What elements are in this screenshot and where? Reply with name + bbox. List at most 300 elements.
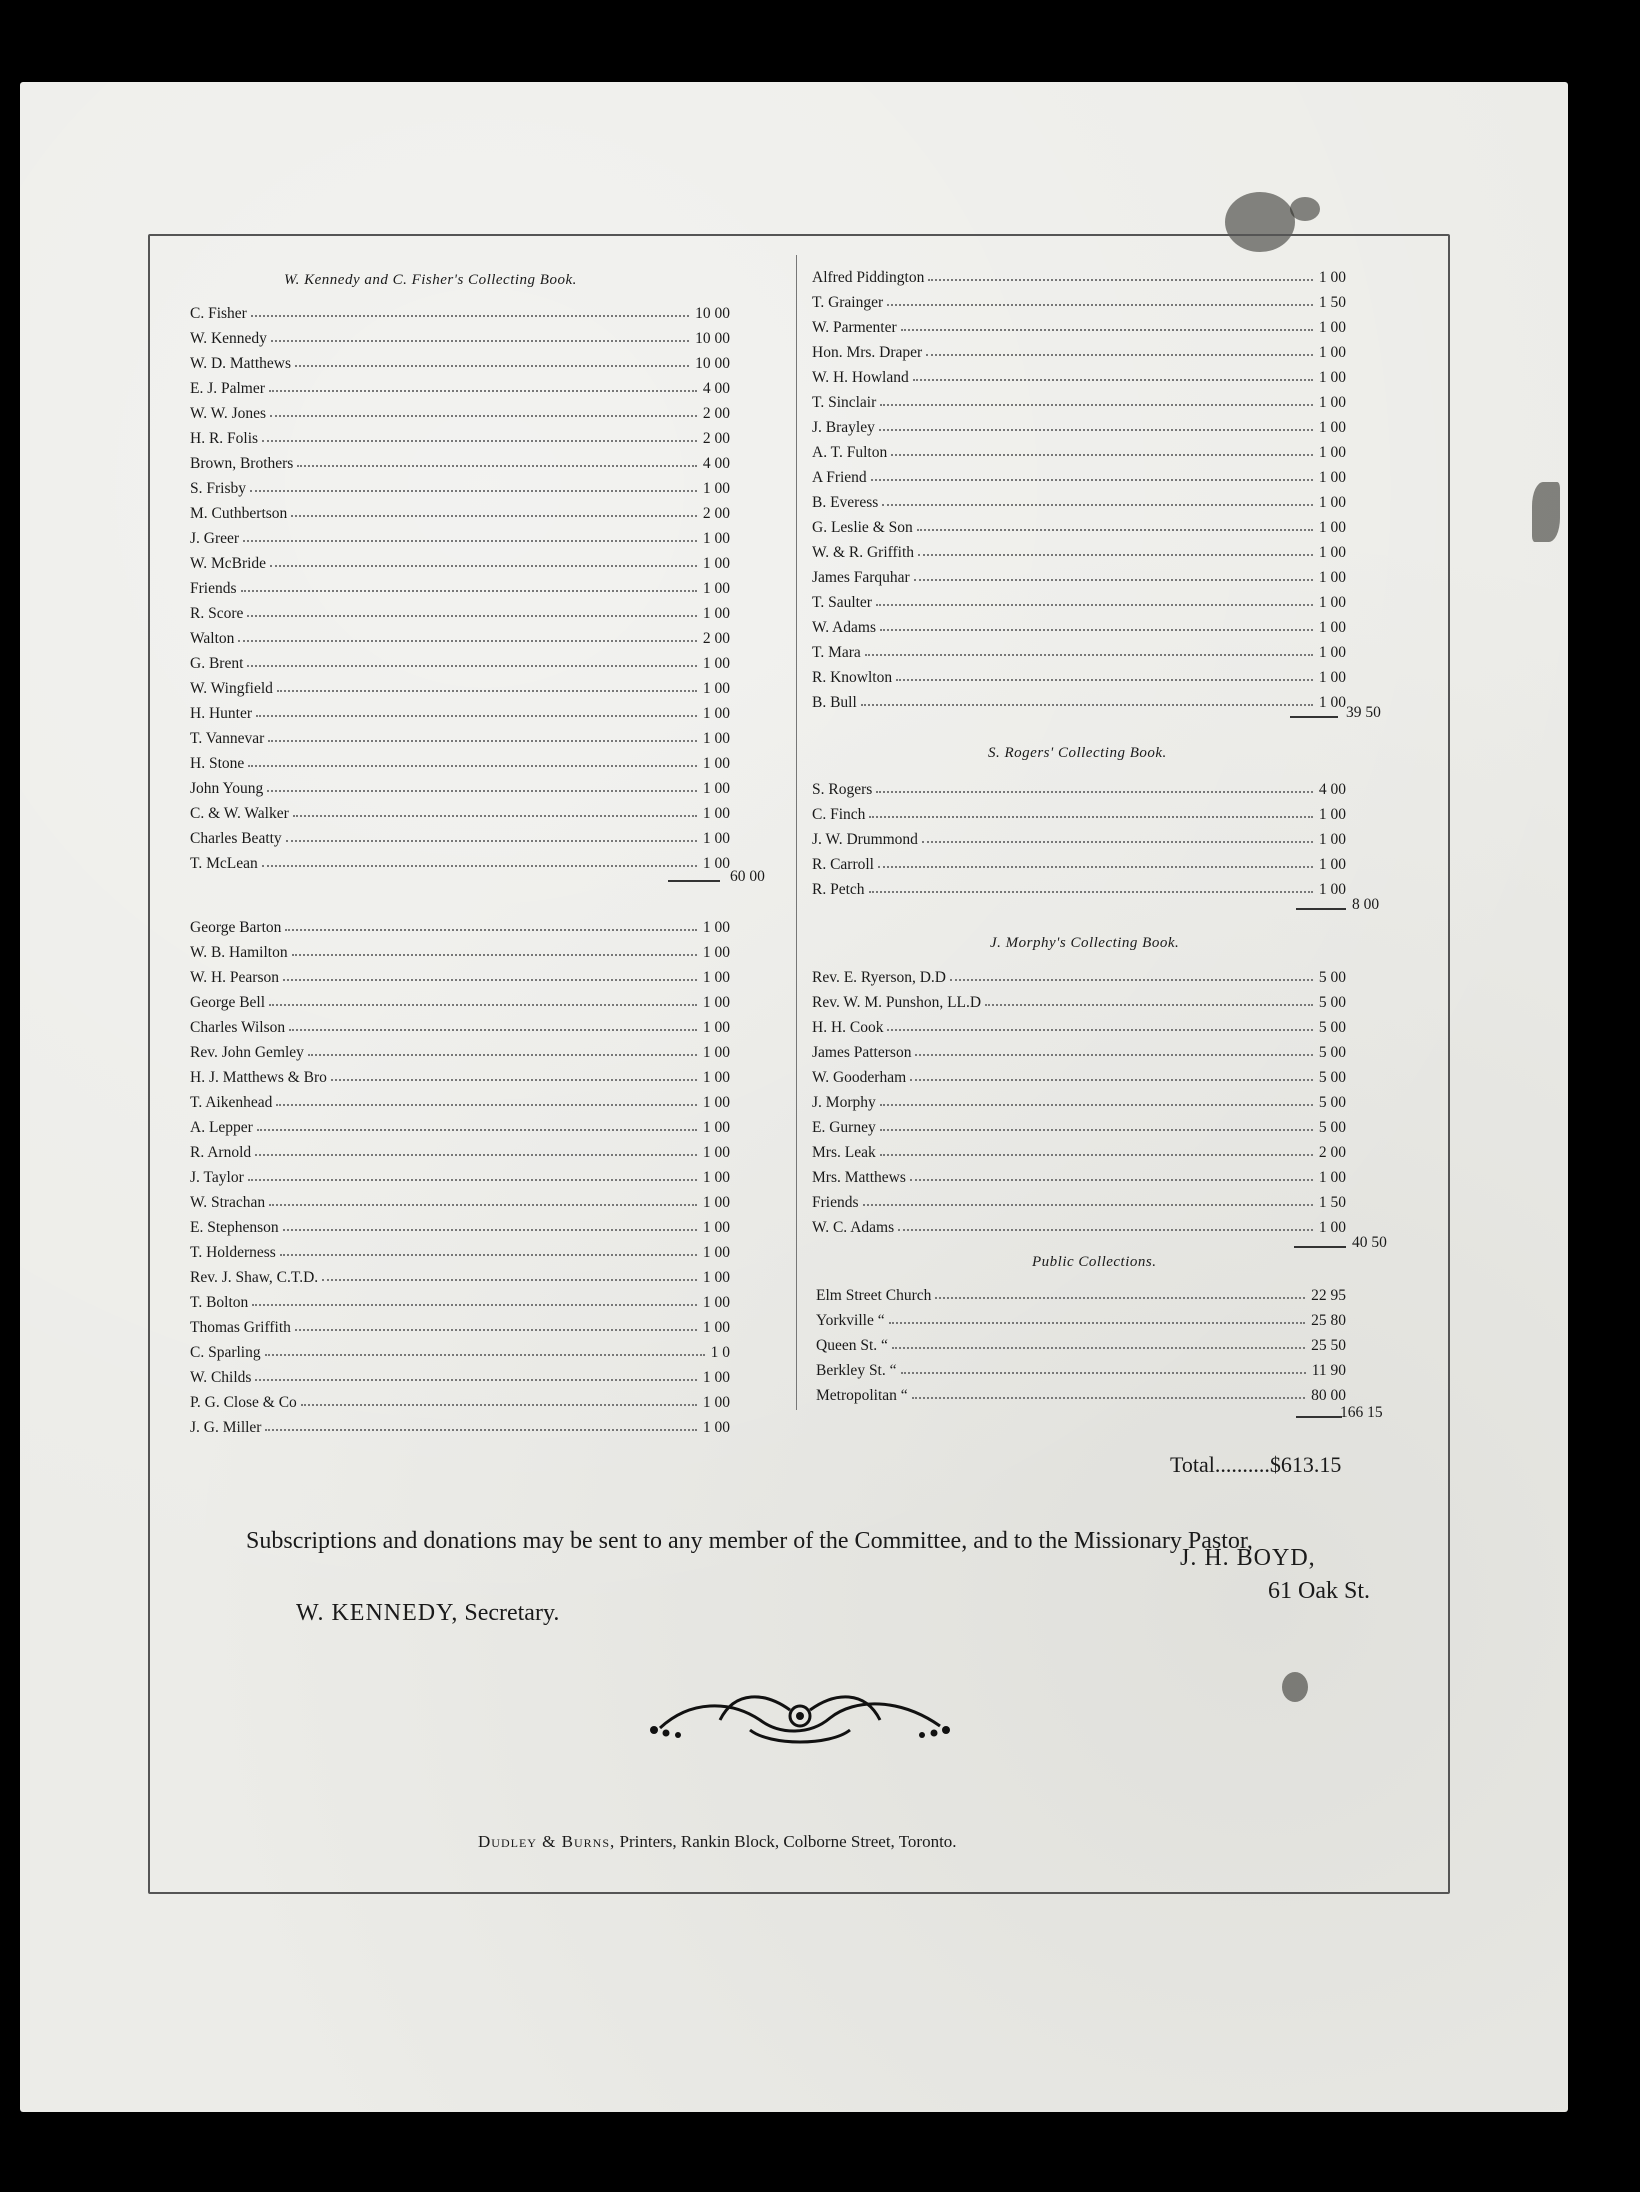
contributor-name: C. Fisher bbox=[190, 305, 247, 322]
subtotal-rule bbox=[668, 880, 720, 882]
contributor-row bbox=[812, 512, 1346, 537]
dot-leader bbox=[292, 953, 697, 956]
public-collections-title: Public Collections. bbox=[1032, 1254, 1157, 1270]
dot-leader bbox=[882, 503, 1313, 506]
dot-leader bbox=[257, 1128, 697, 1131]
contributor-name: W. C. Adams bbox=[812, 1219, 895, 1236]
contributor-row bbox=[812, 362, 1346, 387]
contribution-amount: 1 00 bbox=[702, 480, 730, 497]
contributor-name: W. Strachan bbox=[190, 1194, 266, 1211]
contribution-amount: 1 50 bbox=[1318, 1194, 1346, 1211]
dot-leader bbox=[265, 1353, 705, 1356]
contributor-name: C. & W. Walker bbox=[190, 805, 289, 822]
contributor-row bbox=[190, 673, 730, 698]
contribution-amount: 1 00 bbox=[702, 605, 730, 622]
dot-leader bbox=[880, 403, 1313, 406]
dot-leader bbox=[283, 978, 697, 981]
contributor-name: Yorkville “ bbox=[816, 1312, 885, 1329]
dot-leader bbox=[912, 1396, 1305, 1399]
dot-leader bbox=[918, 553, 1313, 556]
contributor-row bbox=[812, 562, 1346, 587]
contributor-name: Berkley St. “ bbox=[816, 1362, 897, 1379]
dot-leader bbox=[880, 628, 1313, 631]
contribution-amount: 1 00 bbox=[1318, 519, 1346, 536]
contribution-amount: 1 00 bbox=[702, 969, 730, 986]
dot-leader bbox=[914, 578, 1313, 581]
dot-leader bbox=[887, 303, 1313, 306]
dot-leader bbox=[247, 614, 696, 617]
dot-leader bbox=[297, 464, 697, 467]
contributor-name: H. H. Cook bbox=[812, 1019, 884, 1036]
contributor-name: G. Leslie & Son bbox=[812, 519, 913, 536]
contributor-row bbox=[190, 1362, 730, 1387]
contributor-row bbox=[190, 423, 730, 448]
contribution-amount: 1 0 bbox=[710, 1344, 730, 1361]
contribution-amount: 1 00 bbox=[702, 805, 730, 822]
column-divider bbox=[796, 255, 797, 1410]
subscription-note: Subscriptions and donations may be sent to any member of the Committee, and to the Missionary Pastor, bbox=[246, 1528, 1253, 1554]
subtotal-rule bbox=[1296, 908, 1346, 910]
contributor-name: E. Gurney bbox=[812, 1119, 876, 1136]
dot-leader bbox=[276, 1103, 697, 1106]
contribution-amount: 1 00 bbox=[702, 994, 730, 1011]
contributor-row bbox=[816, 1355, 1346, 1380]
contributor-name: W. Wingfield bbox=[190, 680, 273, 697]
dot-leader bbox=[255, 1153, 697, 1156]
dot-leader bbox=[286, 839, 697, 842]
dot-leader bbox=[280, 1253, 697, 1256]
contributor-row bbox=[812, 587, 1346, 612]
contributor-row bbox=[190, 748, 730, 773]
pastor-name: J. H. BOYD, bbox=[1180, 1545, 1316, 1571]
contributor-name: T. Holderness bbox=[190, 1244, 276, 1261]
dot-leader bbox=[262, 439, 697, 442]
contributor-row bbox=[812, 1087, 1346, 1112]
contributor-row bbox=[190, 1037, 730, 1062]
contributor-row bbox=[190, 1287, 730, 1312]
contributor-name: Brown, Brothers bbox=[190, 455, 294, 472]
contribution-amount: 1 00 bbox=[1318, 544, 1346, 561]
contribution-amount: 1 00 bbox=[702, 1169, 730, 1186]
printer-names: Dudley & Burns, bbox=[478, 1832, 616, 1851]
contributor-name: Friends bbox=[190, 580, 237, 597]
contributor-name: R. Score bbox=[190, 605, 244, 622]
contributor-row bbox=[190, 373, 730, 398]
contributor-name: A. Lepper bbox=[190, 1119, 253, 1136]
contributor-row bbox=[816, 1305, 1346, 1330]
contribution-amount: 1 00 bbox=[702, 730, 730, 747]
contributor-name: George Barton bbox=[190, 919, 282, 936]
contribution-amount: 1 00 bbox=[702, 655, 730, 672]
dot-leader bbox=[880, 1153, 1313, 1156]
contribution-amount: 22 95 bbox=[1311, 1287, 1346, 1304]
dot-leader bbox=[241, 589, 697, 592]
contribution-amount: 10 00 bbox=[695, 305, 730, 322]
subtotal-rule bbox=[1294, 1246, 1346, 1248]
contributor-row bbox=[190, 1062, 730, 1087]
contribution-amount: 1 00 bbox=[702, 1094, 730, 1111]
contributor-row bbox=[190, 698, 730, 723]
contribution-amount: 5 00 bbox=[1318, 1094, 1346, 1111]
contributor-name: B. Everess bbox=[812, 494, 879, 511]
contributor-name: R. Carroll bbox=[812, 856, 874, 873]
dot-leader bbox=[901, 328, 1313, 331]
contributor-name: Mrs. Matthews bbox=[812, 1169, 906, 1186]
total-leader: .......... bbox=[1214, 1452, 1270, 1477]
contributor-row bbox=[190, 937, 730, 962]
contributor-row bbox=[190, 1312, 730, 1337]
contributor-name: E. Stephenson bbox=[190, 1219, 279, 1236]
contribution-amount: 5 00 bbox=[1318, 994, 1346, 1011]
contributor-name: J. G. Miller bbox=[190, 1419, 262, 1436]
dot-leader bbox=[301, 1403, 697, 1406]
dot-leader bbox=[252, 1303, 697, 1306]
contributor-name: P. G. Close & Co bbox=[190, 1394, 297, 1411]
contributor-row bbox=[812, 537, 1346, 562]
contributor-row bbox=[190, 398, 730, 423]
contributor-row bbox=[812, 1137, 1346, 1162]
total-label: Total bbox=[1170, 1452, 1215, 1477]
contribution-amount: 10 00 bbox=[695, 330, 730, 347]
rogers-subtotal: 8 00 bbox=[1352, 896, 1380, 913]
contributor-row bbox=[812, 687, 1346, 712]
dot-leader bbox=[250, 489, 697, 492]
ink-stain bbox=[1290, 197, 1320, 221]
dot-leader bbox=[308, 1053, 697, 1056]
contribution-amount: 10 00 bbox=[695, 355, 730, 372]
contribution-amount: 1 00 bbox=[702, 1144, 730, 1161]
contributor-name: T. Aikenhead bbox=[190, 1094, 273, 1111]
contribution-amount: 5 00 bbox=[1318, 1019, 1346, 1036]
contributor-name: W. McBride bbox=[190, 555, 267, 572]
contributor-row bbox=[812, 1212, 1346, 1237]
contribution-amount: 1 00 bbox=[702, 1244, 730, 1261]
contribution-amount: 5 00 bbox=[1318, 1069, 1346, 1086]
dot-leader bbox=[262, 864, 697, 867]
contributor-row bbox=[190, 548, 730, 573]
contributor-row bbox=[812, 612, 1346, 637]
subtotal-rule bbox=[1290, 716, 1338, 718]
contributor-row bbox=[812, 987, 1346, 1012]
contributor-row bbox=[190, 823, 730, 848]
dot-leader bbox=[331, 1078, 697, 1081]
contribution-amount: 1 00 bbox=[702, 530, 730, 547]
contribution-amount: 1 00 bbox=[1318, 669, 1346, 686]
contribution-amount: 1 00 bbox=[1318, 269, 1346, 286]
contribution-amount: 1 00 bbox=[1318, 619, 1346, 636]
contributor-name: T. McLean bbox=[190, 855, 258, 872]
dot-leader bbox=[910, 1078, 1313, 1081]
dot-leader bbox=[901, 1371, 1306, 1374]
contribution-amount: 1 00 bbox=[1318, 806, 1346, 823]
contributor-row bbox=[812, 1112, 1346, 1137]
contributor-row bbox=[190, 523, 730, 548]
morphy-title: J. Morphy's Collecting Book. bbox=[990, 935, 1180, 951]
contribution-amount: 1 00 bbox=[702, 780, 730, 797]
contributor-name: T. Sinclair bbox=[812, 394, 877, 411]
dot-leader bbox=[248, 1178, 697, 1181]
contributor-name: E. J. Palmer bbox=[190, 380, 265, 397]
dot-leader bbox=[268, 739, 697, 742]
dot-leader bbox=[861, 703, 1313, 706]
pastor-address: 61 Oak St. bbox=[1268, 1578, 1370, 1604]
dot-leader bbox=[270, 414, 697, 417]
kennedy-fisher-list bbox=[190, 298, 730, 873]
dot-leader bbox=[869, 890, 1313, 893]
contributor-row bbox=[190, 1137, 730, 1162]
contributor-name: H. Stone bbox=[190, 755, 245, 772]
dot-leader bbox=[889, 1321, 1306, 1324]
contribution-amount: 1 00 bbox=[1318, 444, 1346, 461]
dot-leader bbox=[289, 1028, 697, 1031]
contributor-name: Alfred Piddington bbox=[812, 269, 925, 286]
contributor-row bbox=[812, 637, 1346, 662]
morphy-list bbox=[812, 962, 1346, 1237]
contributor-name: Charles Wilson bbox=[190, 1019, 286, 1036]
contributor-row bbox=[190, 1162, 730, 1187]
contributor-row bbox=[190, 573, 730, 598]
contributor-row bbox=[190, 1237, 730, 1262]
contributor-name: T. Grainger bbox=[812, 294, 884, 311]
contribution-amount: 1 00 bbox=[702, 755, 730, 772]
contributor-row bbox=[190, 912, 730, 937]
contributor-name: G. Brent bbox=[190, 655, 244, 672]
dot-leader bbox=[269, 1003, 697, 1006]
contributor-name: C. Sparling bbox=[190, 1344, 261, 1361]
contribution-amount: 1 00 bbox=[702, 1044, 730, 1061]
dot-leader bbox=[255, 1378, 696, 1381]
morphy-subtotal: 40 50 bbox=[1352, 1234, 1387, 1251]
contributor-row bbox=[190, 498, 730, 523]
contributor-row bbox=[190, 1212, 730, 1237]
contribution-amount: 1 00 bbox=[1318, 394, 1346, 411]
dot-leader bbox=[238, 639, 696, 642]
contributor-name: Rev. J. Shaw, C.T.D. bbox=[190, 1269, 319, 1286]
contributor-row bbox=[812, 1062, 1346, 1087]
contributor-name: W. H. Pearson bbox=[190, 969, 279, 986]
contributor-row bbox=[812, 487, 1346, 512]
dot-leader bbox=[950, 978, 1313, 981]
contributor-name: W. Childs bbox=[190, 1369, 252, 1386]
contributor-row bbox=[812, 262, 1346, 287]
dot-leader bbox=[896, 678, 1313, 681]
dot-leader bbox=[271, 339, 689, 342]
contributor-name: George Bell bbox=[190, 994, 266, 1011]
contribution-amount: 1 00 bbox=[1318, 344, 1346, 361]
kennedy-fisher-subtotal: 60 00 bbox=[730, 868, 765, 885]
contribution-amount: 1 00 bbox=[702, 705, 730, 722]
contribution-amount: 1 00 bbox=[702, 1019, 730, 1036]
contributor-row bbox=[812, 1162, 1346, 1187]
contribution-amount: 1 00 bbox=[702, 680, 730, 697]
contributor-name: W. D. Matthews bbox=[190, 355, 292, 372]
contributor-row bbox=[190, 1112, 730, 1137]
ink-stain bbox=[1532, 482, 1560, 542]
contributor-row bbox=[812, 1012, 1346, 1037]
dot-leader bbox=[283, 1228, 697, 1231]
contributor-row bbox=[190, 848, 730, 873]
contribution-amount: 25 50 bbox=[1311, 1337, 1346, 1354]
contributor-row bbox=[190, 1387, 730, 1412]
contributor-row bbox=[812, 1187, 1346, 1212]
contributor-row bbox=[190, 348, 730, 373]
contributor-name: T. Mara bbox=[812, 644, 861, 661]
contributor-row bbox=[190, 1187, 730, 1212]
printer-details: Printers, Rankin Block, Colborne Street, Toronto. bbox=[619, 1832, 957, 1851]
contribution-amount: 1 00 bbox=[1318, 369, 1346, 386]
contributor-row bbox=[190, 473, 730, 498]
contributor-row bbox=[190, 773, 730, 798]
contributor-name: Walton bbox=[190, 630, 235, 647]
dot-leader bbox=[277, 689, 697, 692]
contributor-row bbox=[190, 962, 730, 987]
dot-leader bbox=[915, 1053, 1312, 1056]
contribution-amount: 25 80 bbox=[1311, 1312, 1346, 1329]
dot-leader bbox=[898, 1228, 1313, 1231]
contributor-name: Metropolitan “ bbox=[816, 1387, 908, 1404]
contribution-amount: 1 00 bbox=[702, 1219, 730, 1236]
contributor-row bbox=[190, 623, 730, 648]
dot-leader bbox=[876, 603, 1313, 606]
contributor-row bbox=[812, 387, 1346, 412]
dot-leader bbox=[879, 428, 1313, 431]
contributor-row bbox=[190, 598, 730, 623]
contributor-name: James Patterson bbox=[812, 1044, 912, 1061]
dot-leader bbox=[922, 840, 1313, 843]
contribution-amount: 1 00 bbox=[1318, 856, 1346, 873]
dot-leader bbox=[295, 1328, 697, 1331]
contributor-row bbox=[190, 987, 730, 1012]
dot-leader bbox=[256, 714, 697, 717]
continued-subtotal: 39 50 bbox=[1346, 704, 1381, 721]
contributor-name: J. Brayley bbox=[812, 419, 875, 436]
dot-leader bbox=[913, 378, 1313, 381]
contribution-amount: 4 00 bbox=[702, 455, 730, 472]
contribution-amount: 1 00 bbox=[1318, 319, 1346, 336]
contribution-amount: 4 00 bbox=[1318, 781, 1346, 798]
contributor-row bbox=[812, 824, 1346, 849]
contributor-row bbox=[812, 1037, 1346, 1062]
contributor-name: Elm Street Church bbox=[816, 1287, 932, 1304]
contributor-name: Mrs. Leak bbox=[812, 1144, 876, 1161]
contributor-name: C. Finch bbox=[812, 806, 866, 823]
contributor-row bbox=[812, 662, 1346, 687]
contribution-amount: 2 00 bbox=[702, 630, 730, 647]
public-subtotal: 166 15 bbox=[1340, 1404, 1383, 1421]
contributor-row bbox=[190, 798, 730, 823]
contributor-name: J. Taylor bbox=[190, 1169, 244, 1186]
dot-leader bbox=[891, 453, 1313, 456]
contributor-row bbox=[812, 337, 1346, 362]
contribution-amount: 1 00 bbox=[702, 1369, 730, 1386]
dot-leader bbox=[251, 314, 689, 317]
contributor-name: Queen St. “ bbox=[816, 1337, 888, 1354]
dot-leader bbox=[291, 514, 697, 517]
contributor-name: H. Hunter bbox=[190, 705, 252, 722]
contributor-row bbox=[812, 287, 1346, 312]
contributor-row bbox=[816, 1380, 1346, 1405]
contributor-row bbox=[812, 412, 1346, 437]
dot-leader bbox=[285, 928, 696, 931]
contributor-row bbox=[190, 1262, 730, 1287]
contributor-name: H. J. Matthews & Bro bbox=[190, 1069, 327, 1086]
contributor-name: J. Morphy bbox=[812, 1094, 876, 1111]
contributor-name: J. Greer bbox=[190, 530, 240, 547]
contributor-row bbox=[812, 462, 1346, 487]
contribution-amount: 1 00 bbox=[1318, 694, 1346, 711]
printer-imprint bbox=[478, 1832, 957, 1852]
contribution-amount: 1 00 bbox=[1318, 881, 1346, 898]
contribution-amount: 1 00 bbox=[702, 1119, 730, 1136]
contributor-name: T. Saulter bbox=[812, 594, 872, 611]
contribution-amount: 1 00 bbox=[702, 555, 730, 572]
contribution-amount: 5 00 bbox=[1318, 969, 1346, 986]
contributor-row bbox=[190, 1337, 730, 1362]
contribution-amount: 1 00 bbox=[702, 1069, 730, 1086]
contribution-amount: 1 00 bbox=[702, 855, 730, 872]
dot-leader bbox=[322, 1278, 697, 1281]
dot-leader bbox=[880, 1103, 1313, 1106]
dot-leader bbox=[926, 353, 1313, 356]
contributor-name: S. Frisby bbox=[190, 480, 246, 497]
contribution-amount: 1 00 bbox=[702, 830, 730, 847]
dot-leader bbox=[265, 1428, 696, 1431]
grand-total bbox=[1170, 1452, 1341, 1478]
contributor-row bbox=[190, 298, 730, 323]
contributor-name: B. Bull bbox=[812, 694, 857, 711]
contributor-name: Thomas Griffith bbox=[190, 1319, 291, 1336]
contribution-amount: 1 00 bbox=[1318, 494, 1346, 511]
contributor-row bbox=[812, 437, 1346, 462]
contributor-name: R. Petch bbox=[812, 881, 865, 898]
contributor-name: A Friend bbox=[812, 469, 867, 486]
contribution-amount: 1 00 bbox=[702, 919, 730, 936]
dot-leader bbox=[248, 764, 697, 767]
contribution-amount: 1 00 bbox=[702, 944, 730, 961]
dot-leader bbox=[892, 1346, 1305, 1349]
contributor-row bbox=[812, 874, 1346, 899]
dot-leader bbox=[887, 1028, 1312, 1031]
secretary-name: W. KENNEDY, bbox=[296, 1600, 459, 1626]
contributor-name: T. Bolton bbox=[190, 1294, 249, 1311]
contributor-name: H. R. Folis bbox=[190, 430, 259, 447]
contributor-row bbox=[812, 774, 1346, 799]
public-collections-list bbox=[816, 1280, 1346, 1405]
contributor-name: W. Parmenter bbox=[812, 319, 897, 336]
subtotal-rule bbox=[1296, 1416, 1342, 1418]
contributor-name: R. Knowlton bbox=[812, 669, 893, 686]
dot-leader bbox=[928, 278, 1313, 281]
contributor-name: Charles Beatty bbox=[190, 830, 282, 847]
dot-leader bbox=[876, 790, 1313, 793]
dot-leader bbox=[270, 564, 697, 567]
dot-leader bbox=[269, 1203, 697, 1206]
dot-leader bbox=[243, 539, 697, 542]
contribution-amount: 1 00 bbox=[1318, 569, 1346, 586]
contribution-amount: 1 00 bbox=[1318, 1169, 1346, 1186]
contributor-name: S. Rogers bbox=[812, 781, 873, 798]
contributor-name: W. Adams bbox=[812, 619, 877, 636]
contributor-row bbox=[190, 648, 730, 673]
dot-leader bbox=[871, 478, 1313, 481]
decorative-ornament bbox=[640, 1680, 960, 1750]
contributor-row bbox=[812, 849, 1346, 874]
contributor-name: A. T. Fulton bbox=[812, 444, 888, 461]
contribution-amount: 5 00 bbox=[1318, 1044, 1346, 1061]
contribution-amount: 1 00 bbox=[1318, 469, 1346, 486]
contributor-name: W. B. Hamilton bbox=[190, 944, 288, 961]
contributor-name: Rev. E. Ryerson, D.D bbox=[812, 969, 946, 986]
